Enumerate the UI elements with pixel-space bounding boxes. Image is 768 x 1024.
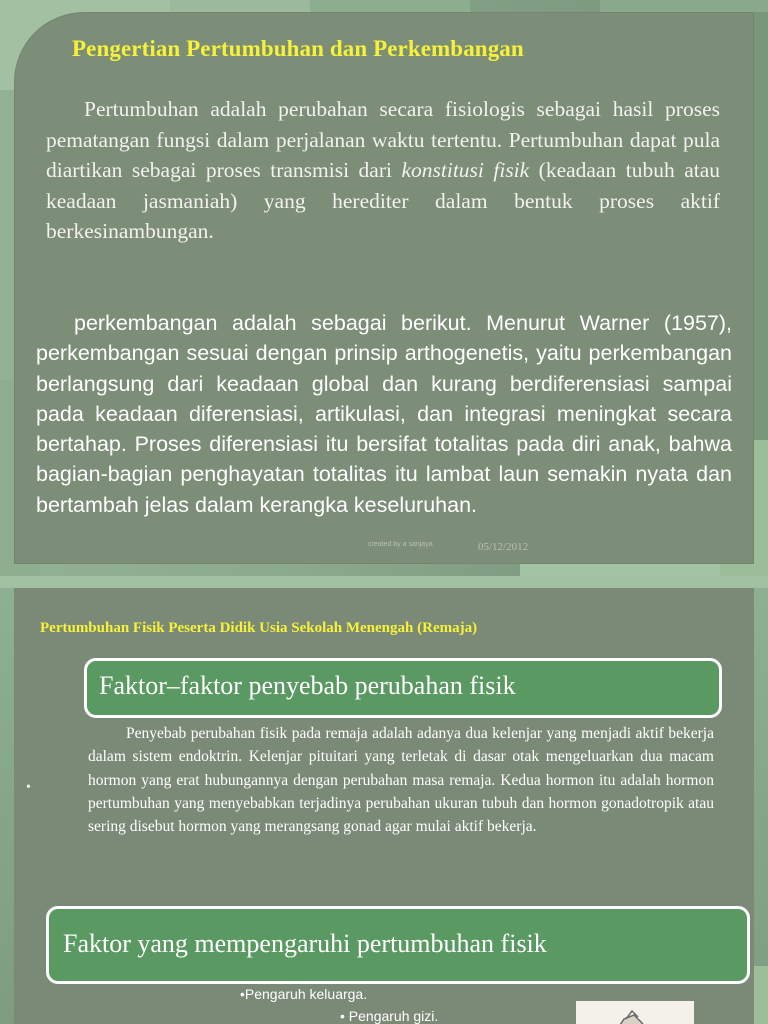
growth-factors-box bbox=[46, 906, 750, 984]
development-definition-paragraph bbox=[36, 308, 732, 520]
slide1-title: Pengertian Pertumbuhan dan Perkembangan bbox=[72, 36, 524, 61]
slide2 bbox=[0, 576, 768, 1024]
development-definition-text: perkembangan adalah sebagai berikut. Menurut Warner (1957), perkembangan sesuai dengan prinsip arthogenetis, yaitu perkembangan berlangsung dari keadaan global dan kurang berdiferensiasi sampai pada keadaan diferensiasi, artikulasi, dan integrasi meningkat secara bertahap. Proses diferensiasi itu bersifat totalitas pada diri anak, bahwa bagian-bagian penghayatan totalitas itu lambat laun semakin nyata dan bertambah jelas dalam kerangka keseluruhan. bbox=[36, 311, 732, 517]
growth-factors-label: Faktor yang mempengaruhi pertumbuhan fisik bbox=[63, 929, 547, 958]
footer-author: created by a sanjaya bbox=[368, 541, 433, 548]
bullet-marker: • bbox=[26, 780, 31, 795]
physical-change-text: Penyebab perubahan fisik pada remaja adalah adanya dua kelenjar yang menjadi aktif bekerja dalam sistem endoktrin. Kelenjar pituitari yang terletak di dasar otak mengeluarkan dua macam hormon yang erat hubungannya dengan perubahan masa remaja. Kedua hormon itu adalah hormon pertumbuhan yang menyebabkan terjadinya perubahan ukuran tubuh dan hormon gonadotropik atau sering disebut hormon yang merangsang gonad agar mulai aktif bekerja. bbox=[88, 725, 714, 836]
slide2-title: Pertumbuhan Fisik Peserta Didik Usia Sekolah Menengah (Remaja) bbox=[40, 620, 478, 636]
clipart-image bbox=[576, 1001, 694, 1024]
background-tile bbox=[600, 0, 768, 12]
growth-definition-italic-term: konstitusi fisik bbox=[401, 158, 530, 182]
physical-change-paragraph bbox=[88, 722, 714, 838]
background-tile bbox=[0, 576, 768, 588]
growth-definition-text-end: (keadaan tubuh atau keadaan jasmaniah) yang herediter dalam bentuk proses aktif berkesinambungan. bbox=[46, 158, 720, 243]
physical-change-causes-label: Faktor–faktor penyebab perubahan fisik bbox=[99, 671, 516, 700]
list-item-nutrition-influence: • Pengaruh gizi. bbox=[340, 1008, 439, 1024]
physical-change-causes-box bbox=[84, 658, 722, 718]
growth-definition-text: Pertumbuhan adalah perubahan secara fisiologis sebagai hasil proses pematangan fungsi dalam perjalanan waktu tertentu. Pertumbuhan dapat pula diartikan sebagai proses transmisi dari bbox=[46, 97, 720, 182]
growth-definition-paragraph bbox=[46, 94, 720, 247]
footer-date: 05/12/2012 bbox=[478, 541, 529, 553]
list-item-family-influence: •Pengaruh keluarga. bbox=[240, 986, 368, 1002]
